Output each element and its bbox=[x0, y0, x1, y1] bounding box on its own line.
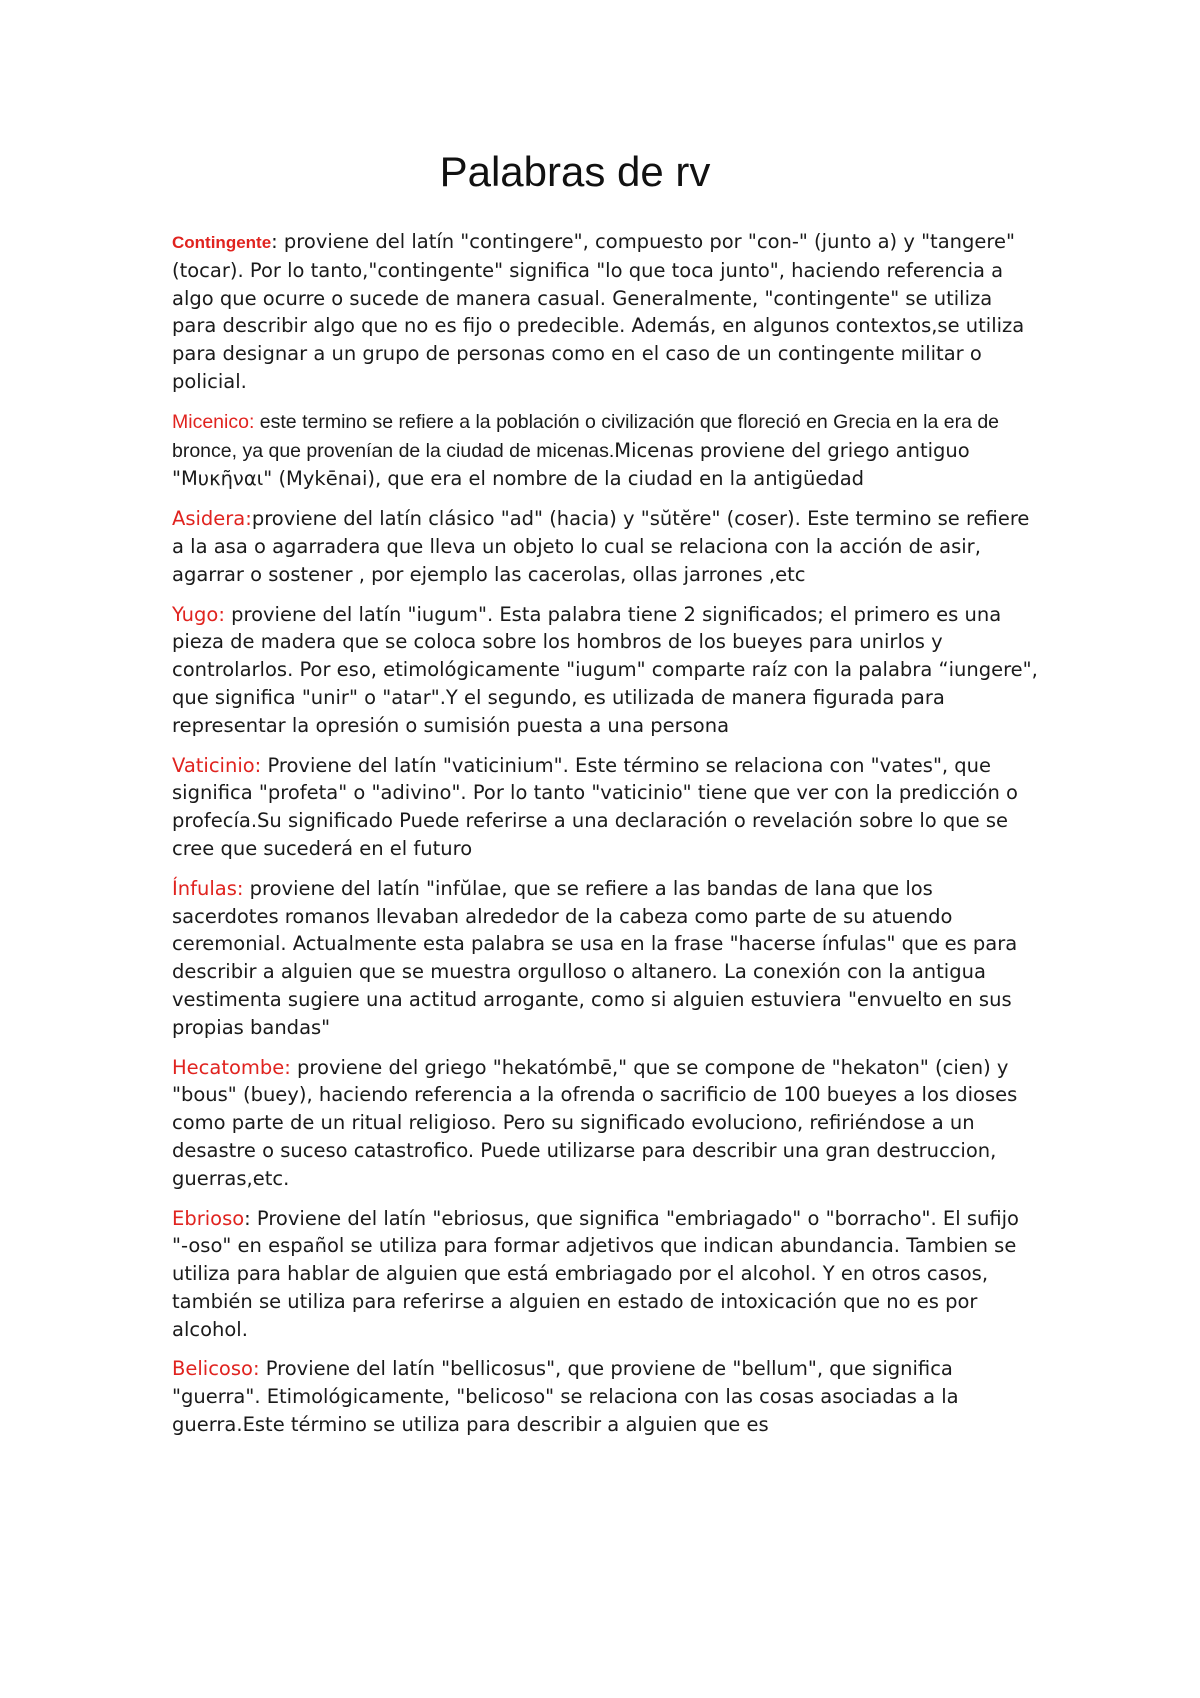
entry-text: este termino se refiere a la población o civilización que floreció en Grecia en la era de bronce, ya que provenían de la ciudad de micenas. bbox=[172, 410, 1000, 462]
entry-term: Ebrioso bbox=[172, 1206, 245, 1230]
entry-text: Proviene del latín "bellicosus", que proviene de "bellum", que significa "guerra". Etimológicamente, "belicoso" se relaciona con las cosas asociadas a la guerra.Este término se utiliza para describir a alguien que es bbox=[172, 1357, 959, 1437]
entry-contingente bbox=[172, 228, 1040, 396]
entry-term: Vaticinio: bbox=[172, 753, 262, 777]
entry-belicoso bbox=[172, 1355, 1040, 1438]
entry-text: : proviene del latín "contingere", compuesto por "con-" (junto a) y "tangere" (tocar). Por lo tanto,"contingente" significa "lo que toca junto", haciendo referencia a algo que ocurre o sucede de manera casual. Generalmente, "contingente" se utiliza para describir algo que no es fijo o predecible. Además, en algunos contextos,se utiliza para designar a un grupo de personas como en el caso de un contingente militar o policial. bbox=[172, 230, 1025, 393]
entry-text: proviene del latín "iugum". Esta palabra tiene 2 significados; el primero es una pieza de madera que se coloca sobre los hombros de los bueyes para unirlos y controlarlos. Por eso, etimológicamente "iugum" comparte raíz con la palabra “iungere", que significa "unir" o "atar".Y el segundo, es utilizada de manera figurada para representar la opresión o sumisión puesta a una persona bbox=[172, 602, 1038, 737]
entry-term: Contingente bbox=[172, 233, 272, 252]
entry-term: Ínfulas: bbox=[172, 876, 244, 900]
entry-text: : Proviene del latín "ebriosus, que significa "embriagado" o "borracho". El sufijo "-oso" en español se utiliza para formar adjetivos que indican abundancia. Tambien se utiliza para hablar de alguien que está embriagado por el alcohol. Y en otros casos, también se utiliza para referirse a alguien en estado de intoxicación que no es por alcohol. bbox=[172, 1206, 1019, 1341]
entry-term: Yugo: bbox=[172, 602, 225, 626]
entry-vaticinio bbox=[172, 752, 1040, 863]
entry-micenico bbox=[172, 408, 1040, 493]
entry-text-continued: Micenas proviene del griego antiguo "Μυκῆναι" (Mykēnai), que era el nombre de la ciudad en la antigüedad bbox=[172, 438, 970, 491]
entry-term: Asidera: bbox=[172, 507, 252, 531]
entry-text: proviene del latín "infŭlae, que se refiere a las bandas de lana que los sacerdotes romanos llevaban alrededor de la cabeza como parte de su atuendo ceremonial. Actualmente esta palabra se usa en la frase "hacerse ínfulas" que es para describir a alguien que se muestra orgulloso o altanero. La conexión con la antigua vestimenta sugiere una actitud arrogante, como si alguien estuviera "envuelto en sus propias bandas" bbox=[172, 876, 1018, 1039]
entry-term: Micenico: bbox=[172, 410, 255, 433]
entry-text: proviene del latín clásico "ad" (hacia) y "sŭtĕre" (coser). Este termino se refiere a la asa o agarradera que lleva un objeto lo cual se relaciona con la acción de asir, agarrar o sostener , por ejemplo las cacerolas, ollas jarrones ,etc bbox=[172, 507, 1030, 586]
page-title: Palabras de rv bbox=[439, 148, 711, 195]
entry-hecatombe bbox=[172, 1054, 1040, 1193]
entry-term: Hecatombe: bbox=[172, 1055, 291, 1079]
document-body bbox=[172, 228, 1040, 1451]
entry-term: Belicoso: bbox=[172, 1357, 260, 1381]
entry-yugo bbox=[172, 601, 1040, 740]
entry-asidera bbox=[172, 505, 1040, 588]
entry-infulas bbox=[172, 875, 1040, 1042]
entry-text: proviene del griego "hekatómbē," que se compone de "hekaton" (cien) y "bous" (buey), haciendo referencia a la ofrenda o sacrificio de 100 bueyes a los dioses como parte de un ritual religioso. Pero su significado evoluciono, refiriéndose a un desastre o suceso catastrofico. Puede utilizarse para describir una gran destruccion, guerras,etc. bbox=[172, 1055, 1018, 1190]
entry-ebrioso bbox=[172, 1205, 1040, 1344]
entry-text: Proviene del latín "vaticinium". Este término se relaciona con "vates", que significa "profeta" o "adivino". Por lo tanto "vaticinio" tiene que ver con la predicción o profecía.Su significado Puede referirse a una declaración o revelación sobre lo que se cree que sucederá en el futuro bbox=[172, 753, 1018, 860]
